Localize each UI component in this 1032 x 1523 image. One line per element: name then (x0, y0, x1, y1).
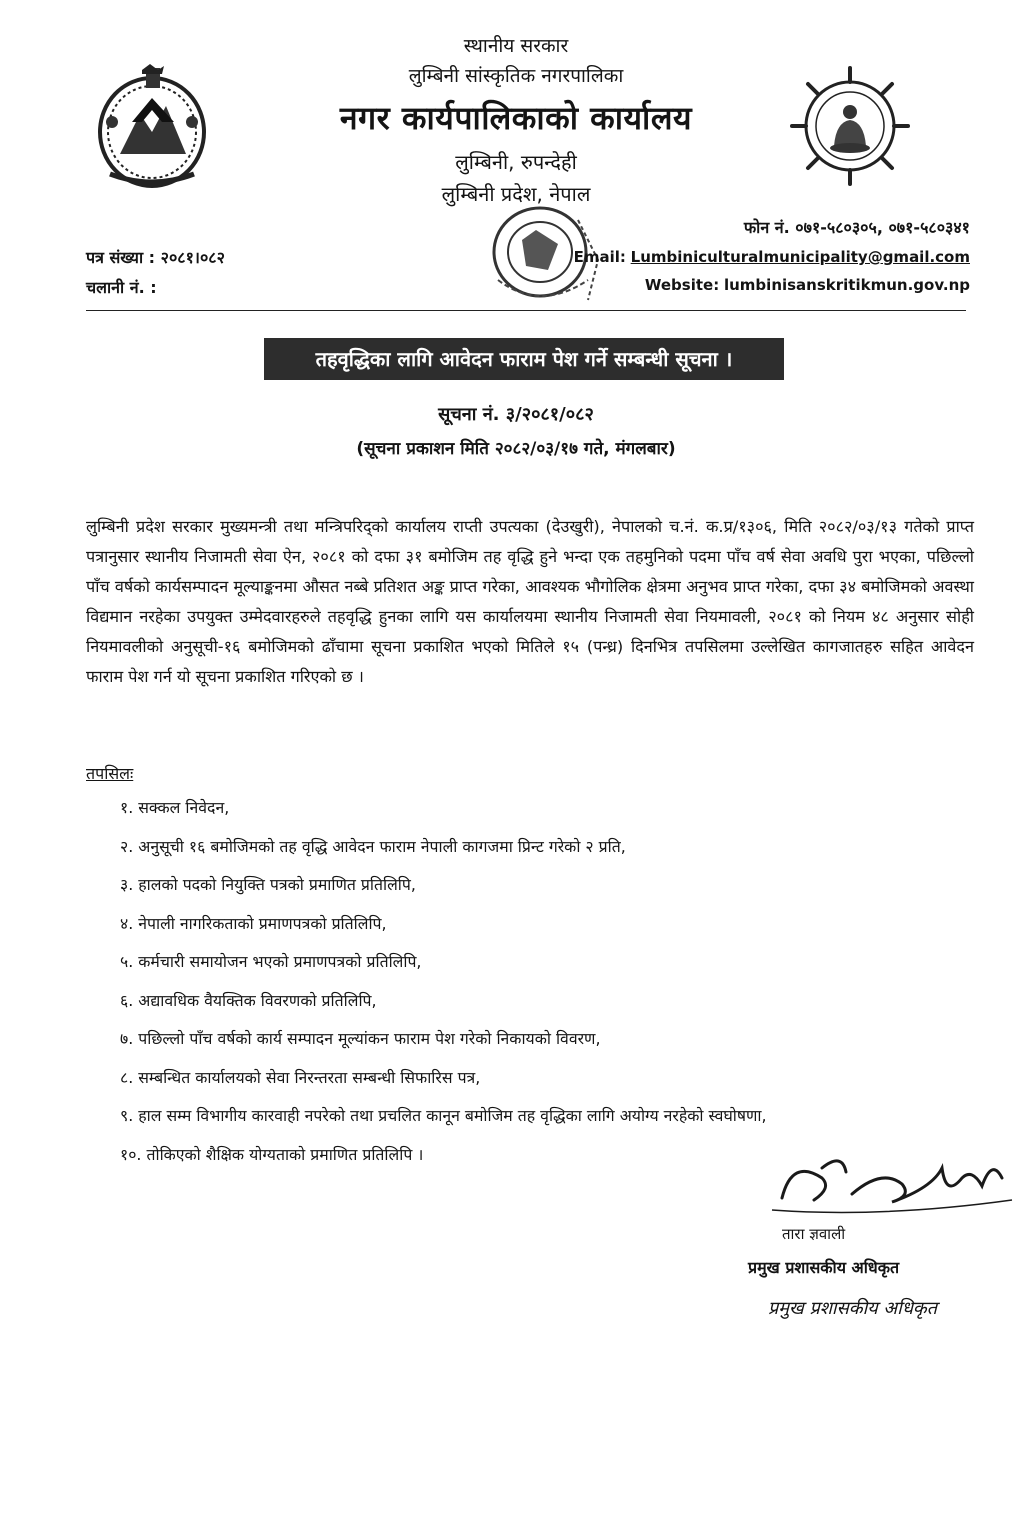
contact-website-link[interactable]: lumbinisanskritikmun.gov.np (723, 276, 970, 294)
notice-number: सूचना नं. ३/२०८१/०८२ (438, 404, 594, 425)
notice-publish-date: (सूचना प्रकाशन मिति २०८२/०३/१७ गते, मंगलबार) (356, 439, 676, 459)
list-item: २. अनुसूची १६ बमोजिमको तह वृद्धि आवेदन फाराम नेपाली कागजमा प्रिन्ट गरेको २ प्रति, (120, 836, 626, 856)
signatory-title: प्रमुख प्रशासकीय अधिकृत (748, 1258, 900, 1277)
list-item: ७. पछिल्लो पाँच वर्षको कार्य सम्पादन मूल्यांकन फाराम पेश गरेको निकायको विवरण, (120, 1029, 601, 1048)
list-item: ५. कर्मचारी समायोजन भएको प्रमाणपत्रको प्रतिलिपि, (120, 952, 422, 971)
notice-body-paragraph: लुम्बिनी प्रदेश सरकार मुख्यमन्त्री तथा मन्त्रिपरिद्को कार्यालय राप्ती उपत्यका (देउखुरी), नेपालको च.नं. क.प्र/१३०६, मिति २०८२/०३/१३ गतेको प्राप्त पत्रानुसार स्थानीय निजामती सेवा ऐन, २०८१ को दफा ३१ बमोजिम तह वृद्धि हुने भन्दा एक तहमुनिको पदमा पाँच वर्ष सेवा अवधि पुरा भएका, पछिल्लो पाँच वर्षको कार्यसम्पादन मूल्याङ्कनमा औसत नब्बे प्रतिशत अङ्क प्राप्त गरेका, आवश्यक भौगोलिक क्षेत्रमा अनुभव प्राप्त गरेका, दफा ३४ बमोजिमको अवस्था विद्यमान नरहेका उपयुक्त उम्मेदवारहरुले तहवृद्धि हुनका लागि यस कार्यालयमा स्थानीय निजामती सेवा नियमावली, २०८१ को नियम ४८ अनुसार सोही नियमावलीको अनुसूची-१६ बमोजिमको ढाँचामा सूचना प्रकाशित भएको मितिले १५ (पन्ध्र) दिनभित्र तपसिलमा उल्लेखित कागजातहरु सहित आवेदन फाराम पेश गर्न यो सूचना प्रकाशित गरिएको छ । (86, 517, 974, 686)
header-municipality-name: लुम्बिनी सांस्कृतिक नगरपालिका (408, 65, 624, 87)
header-office-title: नगर कार्यपालिकाको कार्यालय (339, 99, 693, 137)
list-item: ४. नेपाली नागरिकताको प्रमाणपत्रको प्रतिलिपि, (120, 913, 387, 933)
header-address-province: लुम्बिनी प्रदेश, नेपाल (441, 182, 591, 206)
header-address-district: लुम्बिनी, रुपन्देही (455, 150, 577, 174)
signatory-name: तारा ज्ञवाली (782, 1225, 846, 1243)
list-item: ९. हाल सम्म विभागीय कारवाही नपरेको तथा प्रचलित कानून बमोजिम तह वृद्धिका लागि अयोग्य नरहेको स्वघोषणा, (120, 1106, 767, 1125)
list-item: ३. हालको पदको नियुक्ति पत्रको प्रमाणित प्रतिलिपि, (120, 875, 416, 894)
contact-website-row (645, 276, 970, 294)
dispatch-number: चलानी नं. : (86, 278, 157, 297)
contact-email-row (574, 248, 970, 266)
header-local-government: स्थानीय सरकार (463, 35, 569, 57)
contact-phone: फोन नं. ०७१-५८०३०५, ०७१-५८०३४१ (743, 218, 970, 237)
attachments-list-title: तपसिलः (86, 764, 134, 783)
list-item: ६. अद्यावधिक वैयक्तिक विवरणको प्रतिलिपि, (120, 990, 377, 1010)
letter-number: पत्र संख्या : २०८१।०८२ (86, 248, 225, 267)
list-item: १०. तोकिएको शैक्षिक योग्यताको प्रमाणित प्रतिलिपि । (120, 1144, 424, 1164)
list-item: ८. सम्बन्धित कार्यालयको सेवा निरन्तरता सम्बन्धी सिफारिस पत्र, (120, 1067, 481, 1087)
contact-email-label: Email: (573, 248, 626, 266)
notice-banner-title: तहवृद्धिका लागि आवेदन फाराम पेश गर्ने सम्बन्धी सूचना । (264, 338, 784, 380)
header-divider (86, 310, 966, 311)
list-item: १. सक्कल निवेदन, (120, 798, 230, 817)
contact-email-link[interactable]: Lumbiniculturalmunicipality@gmail.com (630, 248, 970, 266)
handwritten-signature (762, 1148, 1022, 1228)
contact-website-label: Website: (644, 276, 720, 294)
attachments-list (120, 796, 1000, 1181)
signatory-stamp-title: प्रमुख प्रशासकीय अधिकृत (768, 1298, 937, 1319)
